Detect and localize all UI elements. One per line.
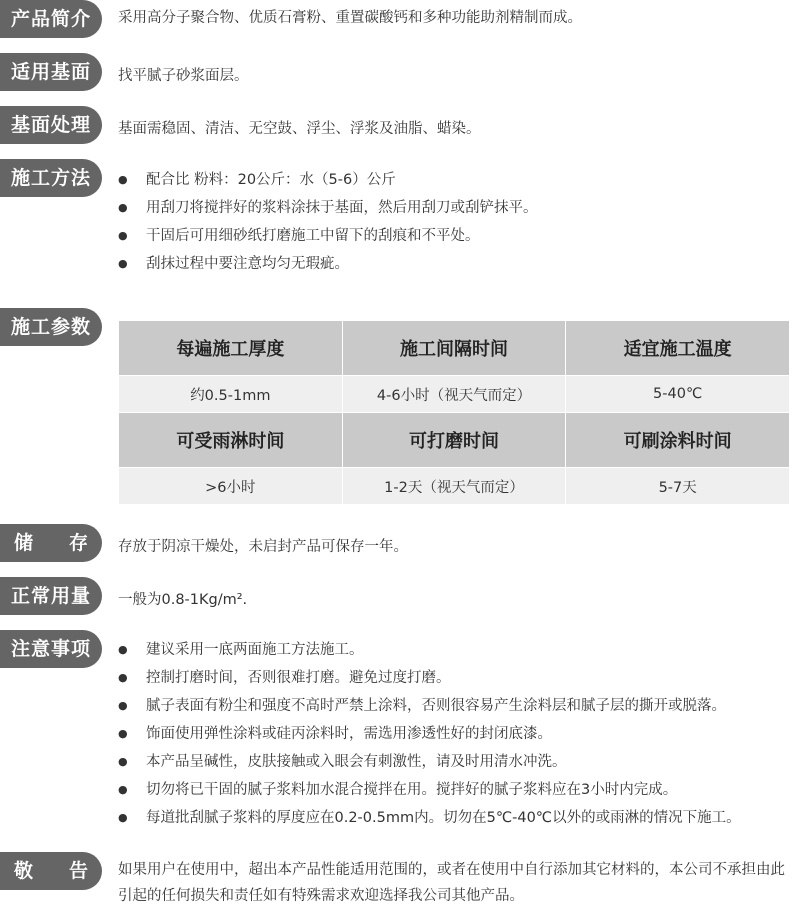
params-table xyxy=(118,320,790,505)
list-item: ● 用刮刀将搅拌好的浆料涂抹于基面，然后用刮刀或刮铲抹平。 xyxy=(118,194,538,222)
table-header-row xyxy=(119,413,790,468)
notes-list xyxy=(118,636,741,832)
section-tag-params: 施工参数 xyxy=(0,308,102,346)
section-tag-char: 告 xyxy=(68,860,88,882)
section-tag-base: 适用基面 xyxy=(0,53,102,91)
section-tag-method: 施工方法 xyxy=(0,159,102,197)
list-item: ● 干固后可用细砂纸打磨施工中留下的刮痕和不平处。 xyxy=(118,222,538,250)
table-header-cell: 可受雨淋时间 xyxy=(119,413,343,468)
usage-text: 一般为0.8-1Kg/m². xyxy=(118,592,248,608)
table-cell: 5-7天 xyxy=(566,468,790,505)
table-cell: 1-2天（视天气而定） xyxy=(342,468,566,505)
table-cell: 约0.5-1mm xyxy=(119,376,343,413)
table-header-cell: 可打磨时间 xyxy=(342,413,566,468)
list-item: ● 配合比 粉料：20公斤：水（5-6）公斤 xyxy=(118,166,538,194)
table-cell: 5-40℃ xyxy=(566,376,790,413)
section-tag-intro: 产品简介 xyxy=(0,0,102,38)
section-tag-char: 敬 xyxy=(14,860,34,882)
table-header-row xyxy=(119,321,790,376)
storage-text: 存放于阴凉干燥处，未启封产品可保存一年。 xyxy=(118,539,408,555)
table-cell: 4-6小时（视天气而定） xyxy=(342,376,566,413)
list-item: ● 饰面使用弹性涂料或硅丙涂料时，需选用渗透性好的封闭底漆。 xyxy=(118,720,741,748)
table-row xyxy=(119,468,790,505)
base-text: 找平腻子砂浆面层。 xyxy=(118,68,249,84)
table-header-cell: 可刷涂料时间 xyxy=(566,413,790,468)
table-header-cell: 施工间隔时间 xyxy=(342,321,566,376)
section-tag-usage: 正常用量 xyxy=(0,577,102,615)
table-header-cell: 每遍施工厚度 xyxy=(119,321,343,376)
treatment-text: 基面需稳固、清洁、无空鼓、浮尘、浮浆及油脂、蜡染。 xyxy=(118,121,481,137)
table-header-cell: 适宜施工温度 xyxy=(566,321,790,376)
list-item: ● 腻子表面有粉尘和强度不高时严禁上涂料，否则很容易产生涂料层和腻子层的撕开或脱落。 xyxy=(118,692,741,720)
list-item: ● 本产品呈碱性，皮肤接触或入眼会有刺激性，请及时用清水冲洗。 xyxy=(118,748,741,776)
list-item: ● 控制打磨时间，否则很难打磨。避免过度打磨。 xyxy=(118,664,741,692)
method-list xyxy=(118,166,538,278)
list-item: ● 每道批刮腻子浆料的厚度应在0.2-0.5mm内。切勿在5℃-40℃以外的或雨淋的情况下施工。 xyxy=(118,804,741,832)
section-tag-char: 存 xyxy=(68,532,88,554)
table-cell: >6小时 xyxy=(119,468,343,505)
section-tag-char: 储 xyxy=(14,532,34,554)
intro-text: 采用高分子聚合物、优质石膏粉、重置碳酸钙和多种功能助剂精制而成。 xyxy=(118,10,582,26)
section-tag-warning xyxy=(0,852,102,890)
list-item: ● 建议采用一底两面施工方法施工。 xyxy=(118,636,741,664)
section-tag-storage xyxy=(0,524,102,562)
section-tag-treatment: 基面处理 xyxy=(0,106,102,144)
section-tag-notes: 注意事项 xyxy=(0,630,102,668)
list-item: ● 刮抹过程中要注意均匀无瑕疵。 xyxy=(118,250,538,278)
list-item: ● 切勿将已干固的腻子浆料加水混合搅拌在用。搅拌好的腻子浆料应在3小时内完成。 xyxy=(118,776,741,804)
table-row xyxy=(119,376,790,413)
warning-text: 如果用户在使用中，超出本产品性能适用范围的，或者在使用中自行添加其它材料的，本公司不承担由此引起的任何损失和责任如有特殊需求欢迎选择我公司其他产品。 xyxy=(118,862,785,904)
